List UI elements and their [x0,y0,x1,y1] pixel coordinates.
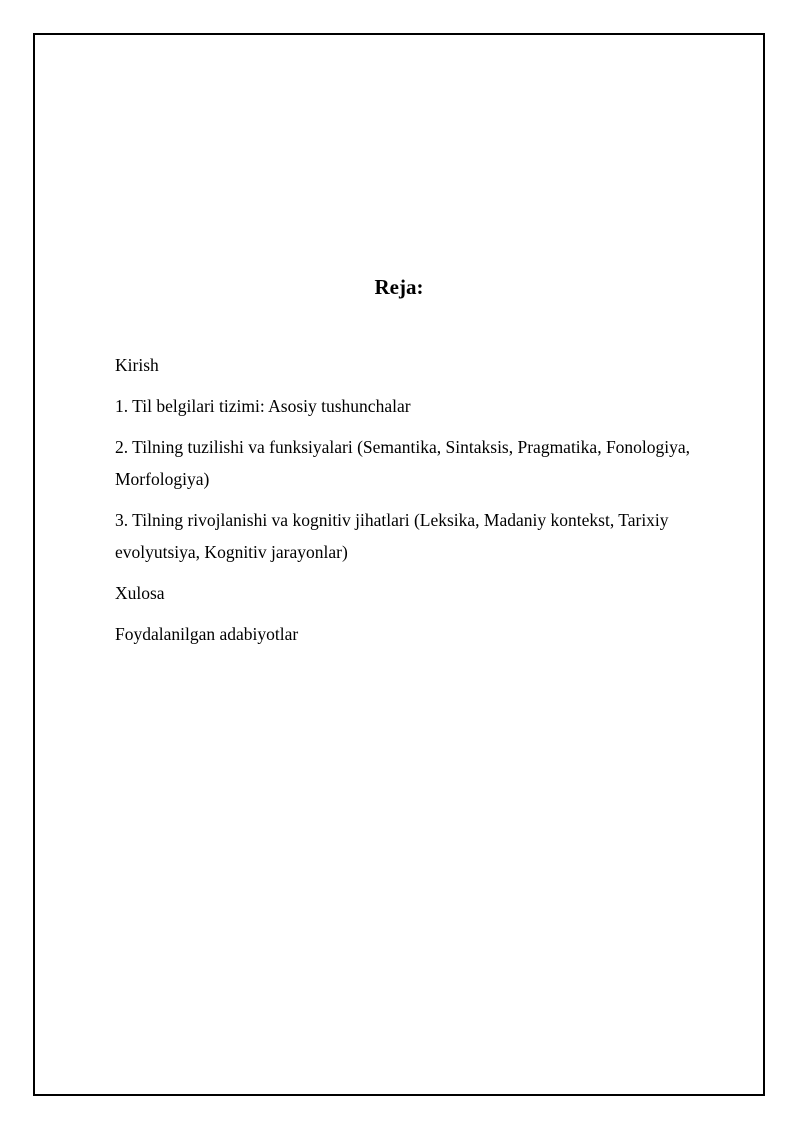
contents-item-introduction: Kirish [115,355,159,375]
contents-item-1: 1. Til belgilari tizimi: Asosiy tushunchalar [115,396,411,416]
table-of-contents [115,349,747,659]
page-title: Reja: [374,275,424,299]
contents-item-2: 2. Tilning tuzilishi va funksiyalari (Semantika, Sintaksis, Pragmatika, Fonologiya, Morfologiya) [115,437,691,489]
contents-item-3: 3. Tilning rivojlanishi va kognitiv jihatlari (Leksika, Madaniy kontekst, Tarixiy evolyutsiya, Kognitiv jarayonlar) [115,510,669,562]
contents-item-references: Foydalanilgan adabiyotlar [115,624,299,644]
contents-item-conclusion: Xulosa [115,583,165,603]
